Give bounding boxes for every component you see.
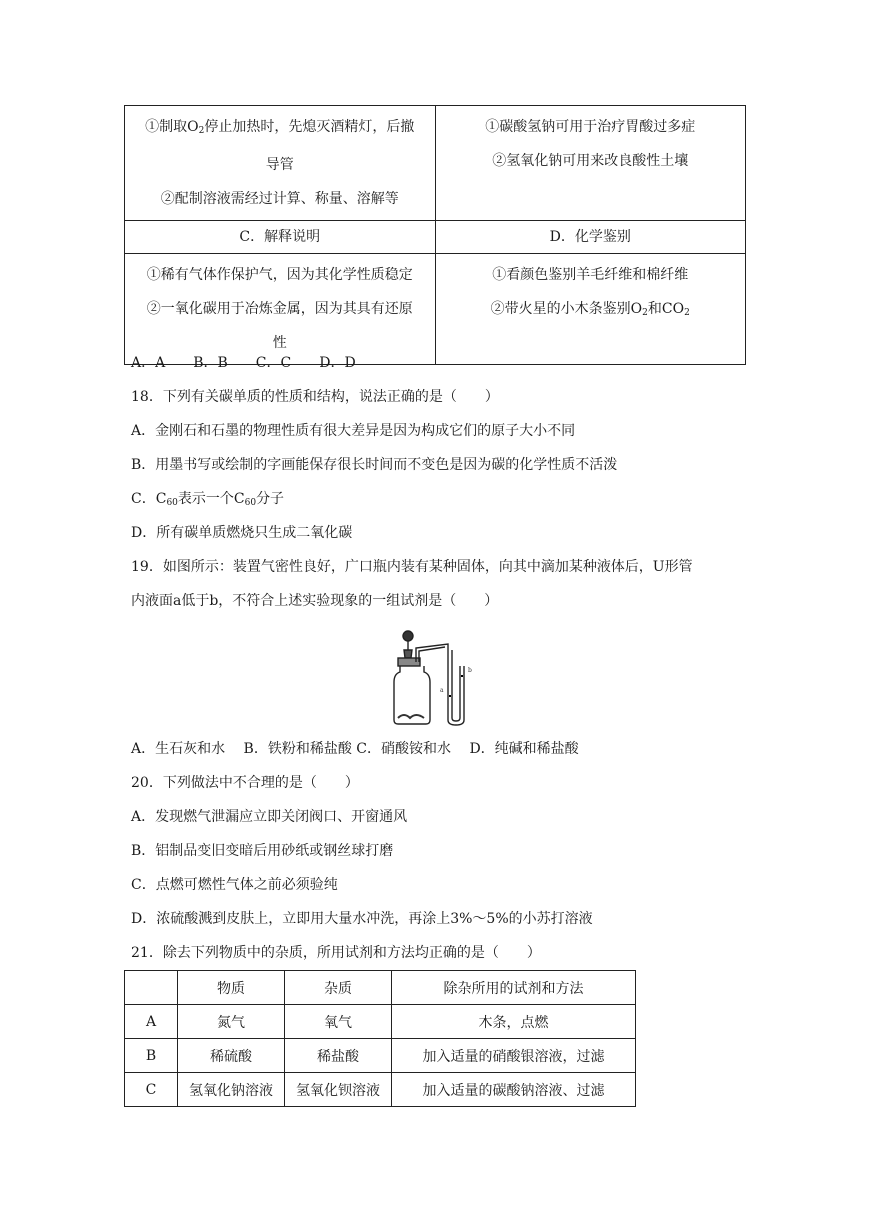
table-cell: 稀盐酸 (285, 1039, 392, 1073)
table-row (125, 1073, 636, 1107)
table-row (125, 1005, 636, 1039)
table-cell: 氢氧化钠溶液 (178, 1073, 285, 1107)
q20-option-d: D．浓硫酸溅到皮肤上，立即用大量水冲洗，再涂上3%～5%的小苏打溶液 (131, 911, 593, 927)
cell-text: ①碳酸氢钠可用于治疗胃酸过多症 (485, 119, 696, 135)
header-cell (125, 971, 178, 1005)
cell-text: ①制取$O_2$停止加热时，先熄灭酒精灯，后撤 (145, 119, 415, 136)
cell-text: ①稀有气体作保护气，因为其化学性质稳定 (146, 267, 413, 283)
apparatus-figure (392, 626, 490, 726)
table-cell: 加入适量的碳酸钠溶液、过滤 (392, 1073, 636, 1107)
table-cell: 加入适量的硝酸银溶液，过滤 (392, 1039, 636, 1073)
cell-d-content (435, 254, 746, 365)
q18-option-d: D．所有碳单质燃烧只生成二氧化碳 (131, 525, 353, 541)
q19-stem-line1: 19．如图所示：装置气密性良好，广口瓶内装有某种固体，向其中滴加某种液体后，U形管 (131, 559, 693, 575)
table-cell: C (125, 1073, 178, 1107)
cell-text: ②一氧化碳用于冶炼金属，因为其具有还原 (146, 301, 413, 317)
q20-option-c: C．点燃可燃性气体之前必须验纯 (131, 877, 338, 893)
q21-stem: 21．除去下列物质中的杂质，所用试剂和方法均正确的是（ ） (131, 945, 541, 961)
table-cell: 氢氧化钡溶液 (285, 1073, 392, 1107)
table-row (125, 254, 746, 365)
table-cell: 木条，点燃 (392, 1005, 636, 1039)
cell-b-content (435, 106, 746, 221)
label-a: a (440, 687, 444, 694)
q20-option-a: A．发现燃气泄漏应立即关闭阀口、开窗通风 (131, 809, 408, 825)
category-table (124, 105, 746, 365)
q18-option-a: A．金刚石和石墨的物理性质有很大差异是因为构成它们的原子大小不同 (131, 423, 576, 439)
cell-text: ②氢氧化钠可用来改良酸性土壤 (492, 153, 689, 169)
impurity-table (124, 970, 636, 1107)
table-row (125, 1039, 636, 1073)
cell-text: ①看颜色鉴别羊毛纤维和棉纤维 (492, 267, 689, 283)
table-row (125, 106, 746, 221)
table-cell: B (125, 1039, 178, 1073)
cell-text: ②配制溶液需经过计算、称量、溶解等 (160, 191, 399, 207)
cell-c-content (125, 254, 436, 365)
table-cell: 氧气 (285, 1005, 392, 1039)
header-cell: 除杂所用的试剂和方法 (392, 971, 636, 1005)
header-cell: 物质 (178, 971, 285, 1005)
cell-a-content (125, 106, 436, 221)
cell-text: 导管 (265, 157, 294, 173)
label-b: b (468, 667, 472, 674)
q18-option-b: B．用墨书写或绘制的字画能保存很长时间而不变色是因为碳的化学性质不活泼 (131, 457, 618, 473)
table-row (125, 221, 746, 254)
table-cell: A (125, 1005, 178, 1039)
table-cell: 稀硫酸 (178, 1039, 285, 1073)
cell-text: ②带火星的小木条鉴别$O_2$和$CO_2$ (490, 301, 690, 318)
q18-option-c: C．$C_{60}$表示一个$C_{60}$分子 (131, 491, 285, 508)
q19-options: A．生石灰和水 B．铁粉和稀盐酸 C．硝酸铵和水 D．纯碱和稀盐酸 (131, 741, 579, 757)
q18-stem: 18．下列有关碳单质的性质和结构，说法正确的是（ ） (131, 389, 499, 405)
cell-text: 性 (272, 335, 287, 351)
q19-stem-line2: 内液面a低于b，不符合上述实验现象的一组试剂是（ ） (131, 593, 499, 609)
table-cell: 氮气 (178, 1005, 285, 1039)
q20-option-b: B．铝制品变旧变暗后用砂纸或钢丝球打磨 (131, 843, 394, 859)
table-header-row (125, 971, 636, 1005)
header-c: C．解释说明 (125, 221, 436, 254)
header-d: D．化学鉴别 (435, 221, 746, 254)
q17-options: A．A B．B C．C D．D (131, 355, 356, 371)
q20-stem: 20．下列做法中不合理的是（ ） (131, 775, 359, 791)
header-cell: 杂质 (285, 971, 392, 1005)
